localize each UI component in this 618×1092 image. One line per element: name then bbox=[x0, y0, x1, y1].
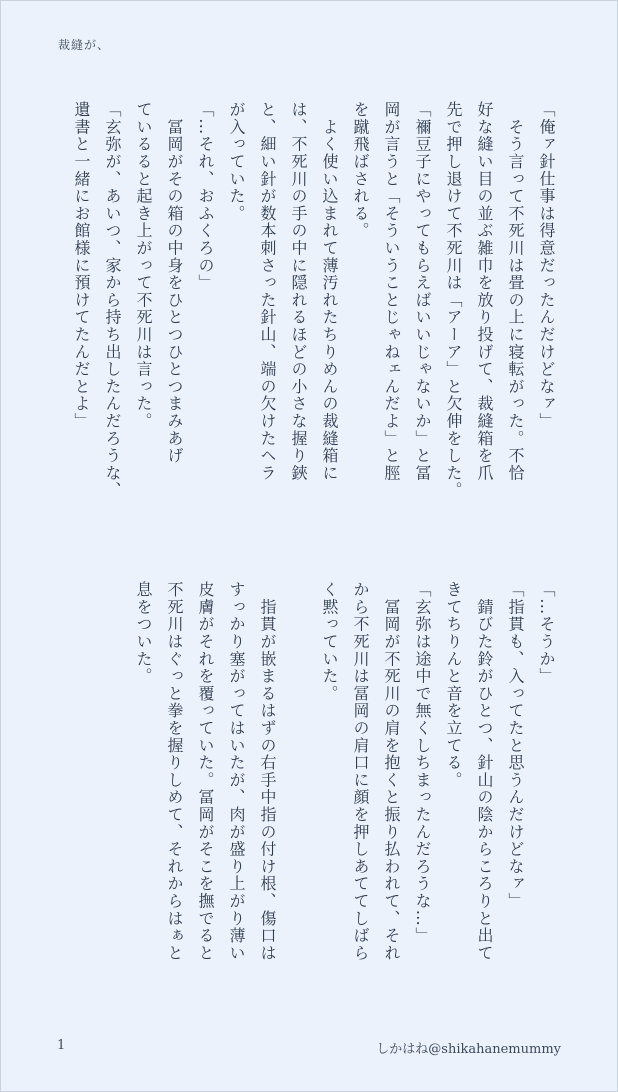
text-line: 息をついた。 bbox=[134, 581, 153, 685]
text-line: と、細い針が数本刺さった針山、端の欠けたヘラ bbox=[258, 101, 277, 482]
author-credit: しかはね@shikahanemummy bbox=[376, 1042, 561, 1057]
blank-line bbox=[283, 581, 314, 1001]
text-line: 「玄弥は途中で無くしちまったんだろうな…」 bbox=[413, 581, 432, 945]
text-line: 「…それ、おふくろの」 bbox=[196, 101, 215, 292]
text-line: 「指貫も、入ってたと思うんだけどなァ」 bbox=[506, 581, 525, 910]
text-line: 「禰豆子にやってもらえばいいじゃないか」と冨 bbox=[413, 101, 432, 482]
text-line: は、不死川の手の中に隠れるほどの小さな握り鋏 bbox=[289, 101, 308, 482]
page-number: 1 bbox=[57, 1038, 66, 1053]
chapter-header: 裁縫が、 bbox=[58, 38, 111, 52]
text-line: 「…そうか」 bbox=[537, 581, 556, 685]
text-line: 好な縫い目の並ぶ雑巾を放り投げて、裁縫箱を爪 bbox=[475, 101, 494, 482]
text-line: 岡が言うと「そういうことじゃねェんだよ」と脛 bbox=[382, 101, 401, 482]
text-line: ているると起き上がって不死川は言った。 bbox=[134, 101, 153, 430]
text-line: そう言って不死川は畳の上に寝転がった。不恰 bbox=[506, 101, 525, 482]
text-line: よく使い込まれて薄汚れたちりめんの裁縫箱に bbox=[320, 101, 339, 482]
text-line: 「玄弥が、あいつ、家から持ち出したんだろうな、 bbox=[103, 101, 122, 499]
text-line: く黙っていた。 bbox=[320, 581, 339, 703]
text-line: 冨岡がその箱の中身をひとつひとつまみあげ bbox=[165, 101, 184, 465]
text-line: 不死川はぐっと拳を握りしめて、それからはぁと bbox=[165, 581, 184, 962]
text-line: が入っていた。 bbox=[227, 101, 246, 223]
text-line: きてちりんと音を立てる。 bbox=[444, 581, 463, 789]
text-line: 先で押し退けて不死川は「アーア」と欠伸をした。 bbox=[444, 101, 463, 499]
text-line: 指貫が嵌まるはずの右手中指の付け根、傷口は bbox=[258, 581, 277, 962]
text-line: 「俺ァ針仕事は得意だったんだけどなァ」 bbox=[537, 101, 556, 430]
lower-text-block bbox=[128, 581, 562, 1001]
text-line: を蹴飛ばされる。 bbox=[351, 101, 370, 240]
text-line: 冨岡が不死川の肩を抱くと振り払われて、それ bbox=[382, 581, 401, 962]
text-line: 錆びた鈴がひとつ、針山の陰からころりと出て bbox=[475, 581, 494, 962]
text-line: すっかり塞がってはいたが、肉が盛り上がり薄い bbox=[227, 581, 246, 962]
upper-text-block bbox=[66, 101, 562, 541]
text-line: から不死川は冨岡の肩口に顔を押しあててしばら bbox=[351, 581, 370, 962]
text-line: 遺書と一緒にお館様に預けてたんだとよ」 bbox=[72, 101, 91, 430]
text-line: 皮膚がそれを覆っていた。冨岡がそこを撫でると bbox=[196, 581, 215, 962]
